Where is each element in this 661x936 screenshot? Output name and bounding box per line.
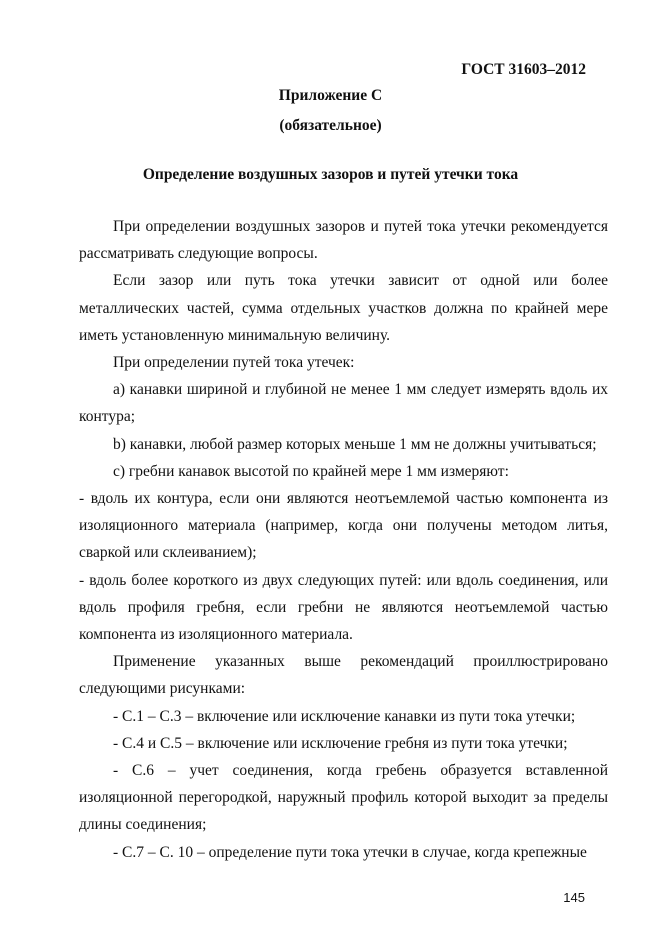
paragraph: Если зазор или путь тока утечки зависит от одной или более металлических частей, сумма отдельных участков должна по крайней мере иметь установленную минимальную величину. <box>79 272 608 344</box>
section-title: Определение воздушных зазоров и путей утечки тока <box>142 166 519 183</box>
page-number: 145 <box>563 890 585 905</box>
list-item: - С.4 и С.5 – включение или исключение гребня из пути тока утечки; <box>113 734 568 752</box>
list-item: - С.1 – С.3 – включение или исключение канавки из пути тока утечки; <box>113 707 576 725</box>
paragraph: При определении воздушных зазоров и путей тока утечки рекомендуется рассматривать следующие вопросы. <box>79 218 608 263</box>
appendix-status: (обязательное) <box>279 117 382 134</box>
list-item: с) гребни канавок высотой по крайней мере 1 мм измеряют: <box>113 462 509 480</box>
appendix-title: Приложение С <box>278 87 383 104</box>
list-item: - С.7 – С. 10 – определение пути тока утечки в случае, когда крепежные <box>113 843 587 861</box>
document-standard-number: ГОСТ 31603–2012 <box>461 61 586 78</box>
paragraph: При определении путей тока утечек: <box>113 354 355 372</box>
list-item: - вдоль их контура, если они являются неотъемлемой частью компонента из изоляционного материала (например, когда они получены методом литья, сваркой или склеиванием); <box>79 490 608 562</box>
list-item: - вдоль более короткого из двух следующих путей: или вдоль соединения, или вдоль профиля гребня, если гребни не являются неотъемлемой частью компонента из изоляционного материала. <box>79 571 608 644</box>
paragraph: Применение указанных выше рекомендаций проиллюстрировано следующими рисунками: <box>79 653 608 698</box>
body-text <box>79 213 608 866</box>
list-item: - С.6 – учет соединения, когда гребень образуется вставленной изоляционной перегородкой, наружный профиль которой выходит за пределы длины соединения; <box>79 762 608 834</box>
list-item: b) канавки, любой размер которых меньше 1 мм не должны учитываться; <box>113 435 597 453</box>
list-item: а) канавки шириной и глубиной не менее 1 мм следует измерять вдоль их контура; <box>79 381 608 426</box>
